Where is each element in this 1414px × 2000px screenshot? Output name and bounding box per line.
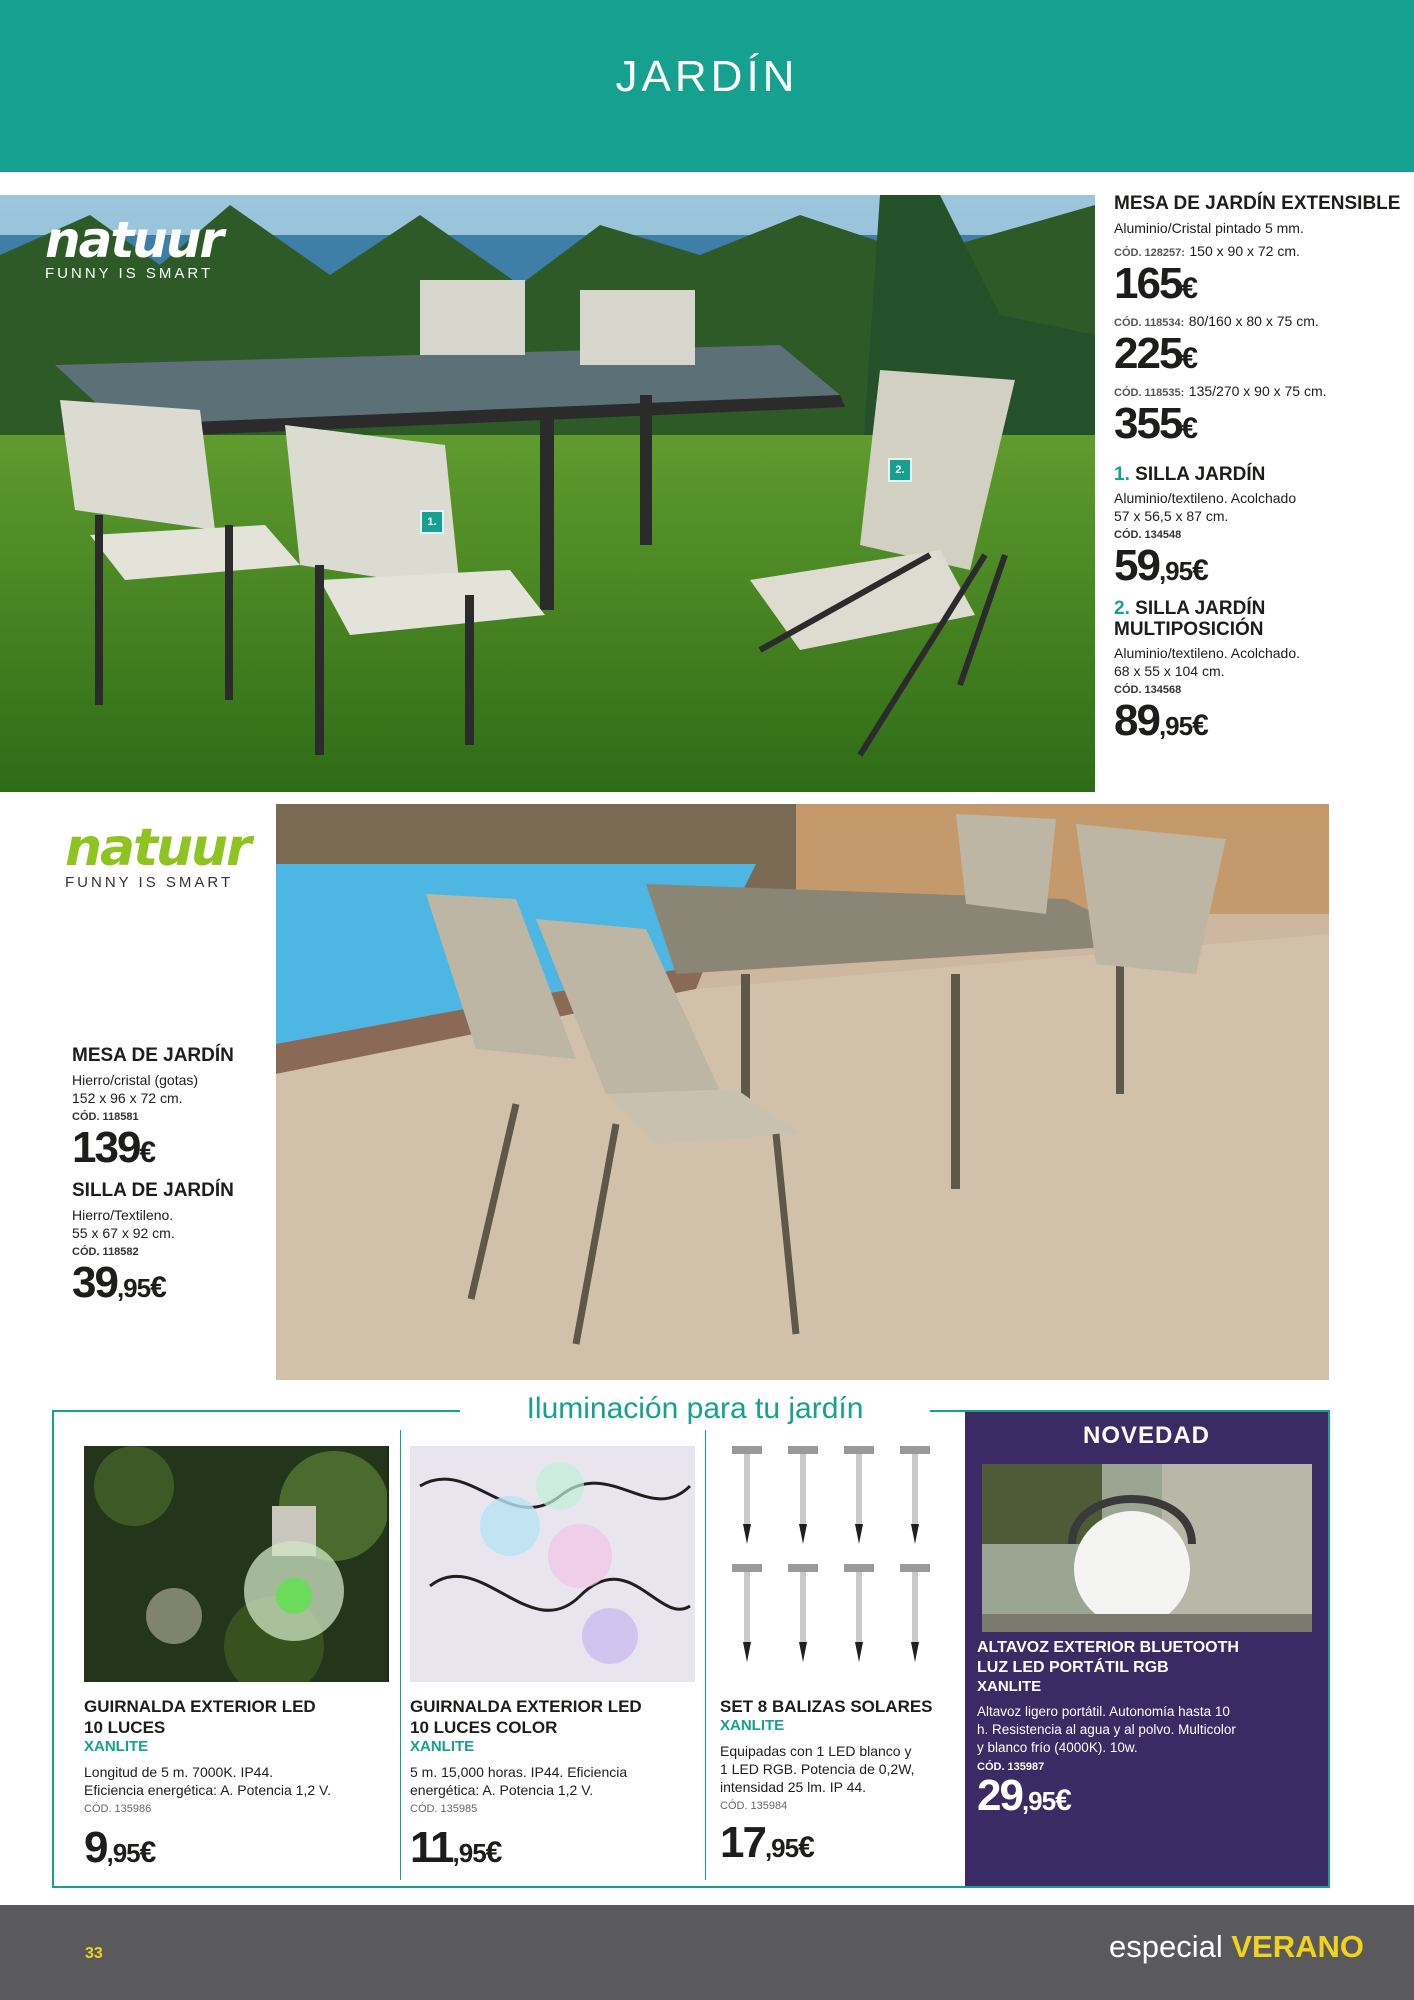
page-number: 33 bbox=[85, 1945, 103, 1962]
pool-table-price: 139€ bbox=[72, 1123, 155, 1172]
variant-price: 355€ bbox=[1114, 399, 1197, 448]
chair1-title: 1. SILLA JARDÍN bbox=[1114, 464, 1266, 485]
variant-row: CÓD. 128257: 150 x 90 x 72 cm. bbox=[1114, 243, 1300, 259]
speaker-image bbox=[982, 1464, 1312, 1632]
variant-row: CÓD. 118534: 80/160 x 80 x 75 cm. bbox=[1114, 313, 1319, 329]
marker-2: 2. bbox=[888, 458, 912, 482]
novedad-label: NOVEDAD bbox=[1082, 1422, 1210, 1449]
garland-color-price: 11,95€ bbox=[410, 1823, 501, 1872]
footer-brand: especial VERANO bbox=[1108, 1929, 1364, 1964]
chair1-price: 59,95€ bbox=[1114, 541, 1207, 590]
natuur-logo-1: natuur FUNNY IS SMART bbox=[45, 211, 223, 282]
pool-chair-price: 39,95€ bbox=[72, 1258, 165, 1307]
marker-1: 1. bbox=[420, 510, 444, 534]
product-card-garland-led: GUIRNALDA EXTERIOR LED 10 LUCES XANLITE Longitud de 5 m. 7000K. IP44. Eficiencia energética: A. Potencia 1,2 V. CÓD. 135986 9,95€ bbox=[84, 1446, 389, 1876]
chair2-price: 89,95€ bbox=[1114, 696, 1207, 745]
divider bbox=[705, 1430, 706, 1880]
product-card-solar-stakes: SET 8 BALIZAS SOLARES XANLITE Equipadas con 1 LED blanco y 1 LED RGB. Potencia de 0,2W, intensidad 25 lm. IP 44. CÓD. 135984 17,95€ bbox=[720, 1446, 950, 1871]
speaker-price: 29,95€ bbox=[977, 1771, 1070, 1820]
table-extensible-desc: Aluminio/Cristal pintado 5 mm. bbox=[1114, 220, 1304, 236]
garland-led-price: 9,95€ bbox=[84, 1823, 155, 1872]
variant-price: 225€ bbox=[1114, 329, 1197, 378]
solar-stakes-image bbox=[720, 1446, 950, 1682]
solar-stakes-price: 17,95€ bbox=[720, 1818, 813, 1867]
variant-row: CÓD. 118535: 135/270 x 90 x 75 cm. bbox=[1114, 383, 1327, 399]
page-title: JARDÍN bbox=[615, 52, 799, 101]
lighting-title: Iluminación para tu jardín bbox=[460, 1392, 930, 1426]
garden-set-photo bbox=[0, 195, 1095, 792]
pool-set-info: MESA DE JARDÍN Hierro/cristal (gotas) 152 x 96 x 72 cm. CÓD. 118581 139€ SILLA DE JARDÍN Hierro/Textileno. 55 x 67 x 92 cm. CÓD. 118582 39,95€ bbox=[72, 1045, 262, 1311]
variant-price: 165€ bbox=[1114, 259, 1197, 308]
chair2-title: 2. SILLA JARDÍN MULTIPOSICIÓN bbox=[1114, 598, 1266, 640]
footer bbox=[0, 1905, 1414, 2000]
table-extensible-title: MESA DE JARDÍN EXTENSIBLE bbox=[1114, 193, 1401, 214]
garland-led-image bbox=[84, 1446, 389, 1682]
header-banner bbox=[0, 0, 1414, 172]
natuur-logo-2: natuur FUNNY IS SMART bbox=[65, 818, 250, 891]
product-card-garland-color: GUIRNALDA EXTERIOR LED 10 LUCES COLOR XANLITE 5 m. 15,000 horas. IP44. Eficiencia energética: A. Potencia 1,2 V. CÓD. 135985 11,95€ bbox=[410, 1446, 695, 1876]
pool-set-photo bbox=[276, 804, 1329, 1380]
table-extensible-info: MESA DE JARDÍN EXTENSIBLE Aluminio/Cristal pintado 5 mm. CÓD. 128257: 150 x 90 x 72 cm. 165€ CÓD. 118534: 80/160 x 80 x 75 cm. 225€ CÓD. 118535: 135/270 x 90 x 75 cm. 355€ 1. SILLA JARDÍN Aluminio/textileno. Acolchado 57 x 56,5 x 87 cm. CÓD. 134548 59,95€ 2. SILLA JARDÍN MULTIPOSICIÓN Aluminio/textileno. Acolchado. 68 x 55 x 104 cm. CÓD. 134568 89,95€ bbox=[1114, 193, 1404, 749]
novedad-card: NOVEDAD ALTAVOZ EXTERIOR BLUETOOTH LUZ LED PORTÁTIL RGB XANLITE Altavoz ligero portátil. Autonomía hasta 10 h. Resistencia al agua y al polvo. Multicolor y blanco frío (4000K). 10w. CÓD. 135987 29,95€ bbox=[965, 1412, 1328, 1886]
divider bbox=[400, 1430, 401, 1880]
garland-color-image bbox=[410, 1446, 695, 1682]
